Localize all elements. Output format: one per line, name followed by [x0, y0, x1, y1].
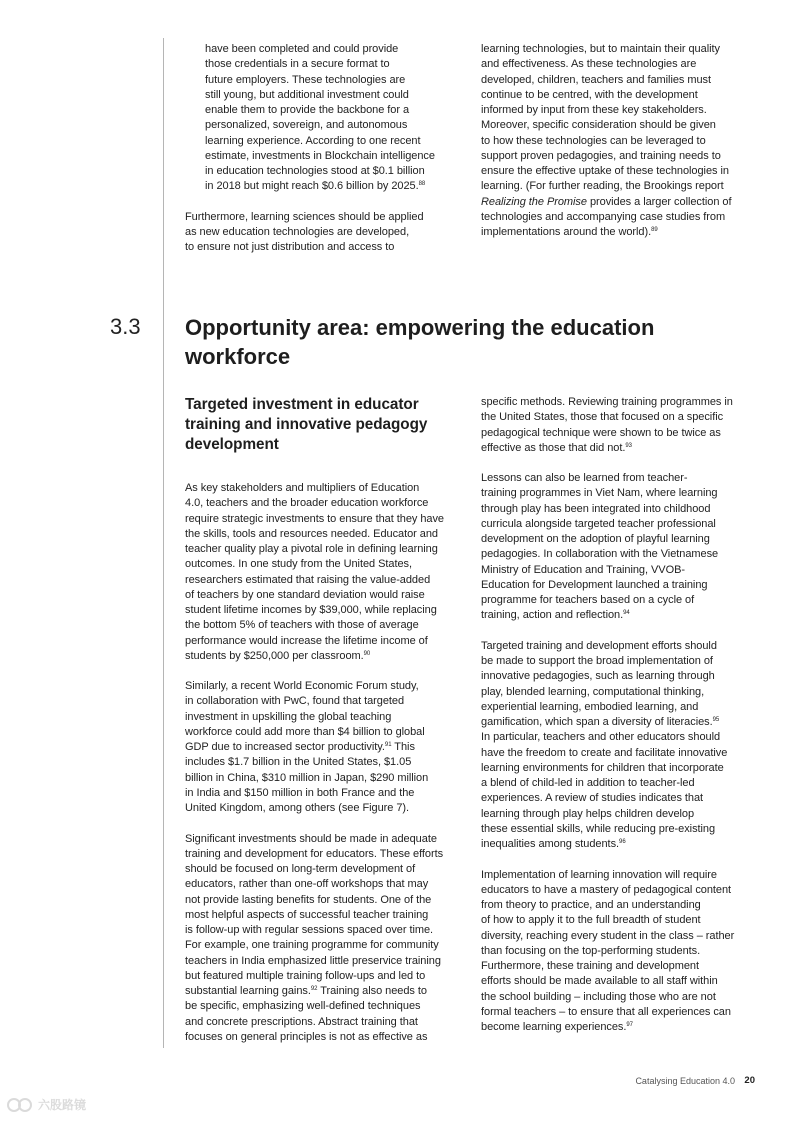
- footnote-ref[interactable]: 97: [626, 1022, 633, 1029]
- paragraph: Lessons can also be learned from teacher- training programmes in Viet Nam, where learning through play has been integrated into childhood curricula alongside targeted teacher professional development on the adoption of playful learning pedagogies. In collaboration with the Vietnamese Ministry of Education and Training, VVOB- Education for Development launched a training programme for teachers based on a cycle of training, action and reflection.$^{94}$: [481, 472, 719, 622]
- text-line: ensure the effective uptake of these technologies in: [481, 165, 729, 177]
- text-line: as new education technologies are developed,: [185, 225, 410, 238]
- text-line: have been completed and could provide: [205, 43, 399, 55]
- paragraph: Targeted training and development efforts should be made to support the broad implementation of innovative pedagogies, such as learning through play, blended learning, computational thinking, experiential learning, embodied learning, and gamification, which span a diversity of literacies.$^{95}$ In particular, teachers and other educators should have the freedom to create and facilitate innovative learning environments for children that incorporate a blend of child-led in addition to teacher-led experiences. A review of studies indicates that learning through play helps children develop these essential skills, while reducing pre-existing inequalities among students.$^{96}$: [481, 639, 728, 851]
- report-title: Realizing the Promise: [481, 195, 587, 208]
- text-line: Furthermore, learning sciences should be applied: [185, 210, 424, 223]
- paragraph: Significant investments should be made in adequate training and development for educators. These efforts should be focused on long-term development of educators, rather than one-off workshops that may not provide lasting benefits for students. One of the most helpful aspects of successful teacher training is follow-up with regular sessions spaced over time. For example, one training programme for community teachers in India emphasized little preservice training but featured multiple training follow-ups and led to substantial learning gains.$^{92}$ Training also needs to be specific, emphasizing well-defined techniques and concrete prescriptions. Abstract training that focuses on general principles is not as effective as: [185, 832, 444, 1043]
- subsection-title-line: Targeted investment in educator: [185, 396, 419, 413]
- footnote-ref[interactable]: 96: [619, 839, 626, 846]
- footnote-ref[interactable]: 91: [384, 742, 392, 749]
- paragraph: [185, 210, 460, 256]
- top-left-column: [185, 42, 460, 255]
- text-line: and effectiveness. As these technologies are: [481, 58, 697, 71]
- footnote-ref[interactable]: 93: [625, 442, 632, 449]
- footnote-ref[interactable]: 94: [623, 610, 630, 617]
- section-title-line: workforce: [185, 344, 291, 369]
- watermark-text: 六股路镜: [38, 1098, 87, 1112]
- footnote-ref[interactable]: 95: [712, 717, 720, 724]
- text-line: those credentials in a secure format to: [205, 58, 390, 71]
- subsection-title: [185, 395, 465, 455]
- section-number: 3.3: [110, 314, 141, 339]
- indented-paragraph: [185, 42, 460, 195]
- text-line: learning experience. According to one recent: [205, 134, 421, 147]
- text-line: continue to be centred, with the development: [481, 88, 698, 101]
- text-line: implementations around the world).$^{89}$: [481, 226, 658, 238]
- page-number: 20: [744, 1075, 755, 1086]
- text-line: to how these technologies can be leveraged to: [481, 134, 706, 147]
- footnote-ref[interactable]: 88: [418, 181, 426, 188]
- text-line: technologies and accompanying case studies from: [481, 210, 726, 223]
- section-title: [185, 313, 745, 371]
- text-line: developed, children, teachers and families must: [481, 73, 711, 86]
- footnote-ref[interactable]: 90: [363, 650, 371, 657]
- paragraph: specific methods. Reviewing training programmes in the United States, those that focused on a specific pedagogical technique were shown to be twice as effective as those that did not.$^{93}$: [481, 396, 733, 454]
- text-line: learning. (For further reading, the Brookings report: [481, 180, 724, 193]
- text-line: in 2018 but might reach $0.6 billion by 2025.88: [205, 180, 426, 193]
- subsection-title-line: training and innovative pedagogy: [185, 416, 428, 433]
- subsection-title-line: development: [185, 436, 279, 453]
- watermark-logo-icon: [6, 1097, 34, 1113]
- text-line: estimate, investments in Blockchain intelligence: [205, 149, 435, 162]
- text-line: still young, but additional investment could: [205, 88, 409, 101]
- text-line: informed by input from these key stakeholders.: [481, 104, 707, 116]
- paragraph: As key stakeholders and multipliers of Education 4.0, teachers and the broader education workforce require strategic investments to ensure that they have the skills, tools and resources needed. Educator and teacher quality play a pivotal role in defining learning outcomes. In one study from the United States, researchers estimated that raising the value-added of teachers by one standard deviation would raise student lifetime incomes by $39,000, while replacing the bottom 5% of teachers with those of average performance would increase the lifetime income of students by $250,000 per classroom.$^{90}$: [185, 482, 444, 662]
- paragraph: Implementation of learning innovation will require educators to have a mastery of pedagogical content from theory to practice, and an understanding of how to apply it to the full breadth of student diversity, reaching every student in the class – rather than focusing on the top-performing students. Furthermore, these training and development efforts should be made available to all staff within the school building – including those who are not formal teachers – to ensure that all experiences can become learning experiences.$^{97}$: [481, 868, 735, 1034]
- top-right-column: [481, 42, 756, 240]
- text-line: future employers. These technologies are: [205, 73, 406, 86]
- text-line: Realizing the Promise provides a larger collection of: [481, 195, 732, 208]
- text-line: learning technologies, but to maintain their quality: [481, 43, 720, 55]
- text-line: in education technologies stood at $0.1 billion: [205, 165, 425, 177]
- footnote-ref[interactable]: 92: [310, 986, 318, 993]
- margin-rule: [163, 38, 164, 1048]
- main-left-column: [185, 395, 465, 1045]
- footer-publication-title: Catalysing Education 4.0: [635, 1076, 735, 1086]
- text-line: enable them to provide the backbone for a: [205, 104, 410, 116]
- text-line: support proven pedagogies, and training needs to: [481, 149, 721, 162]
- text-line: Moreover, specific consideration should be given: [481, 119, 716, 132]
- main-right-column: [481, 395, 761, 1035]
- section-title-line: Opportunity area: empowering the education: [185, 315, 655, 340]
- footnote-ref[interactable]: 89: [651, 227, 658, 233]
- text-line: to ensure not just distribution and access to: [185, 241, 395, 254]
- text-line: personalized, sovereign, and autonomous: [205, 119, 408, 132]
- paragraph: Similarly, a recent World Economic Forum study, in collaboration with PwC, found that targeted investment in upskilling the global teaching workforce could add more than $4 billion to global GDP due to increased sector productivity.$^{91}$ This includes $1.7 billion in the United States, $1.05 billion in China, $310 million in Japan, $290 million in India and $150 million in both France and the United Kingdom, among others (see Figure 7).: [185, 680, 429, 815]
- watermark: [6, 1096, 86, 1113]
